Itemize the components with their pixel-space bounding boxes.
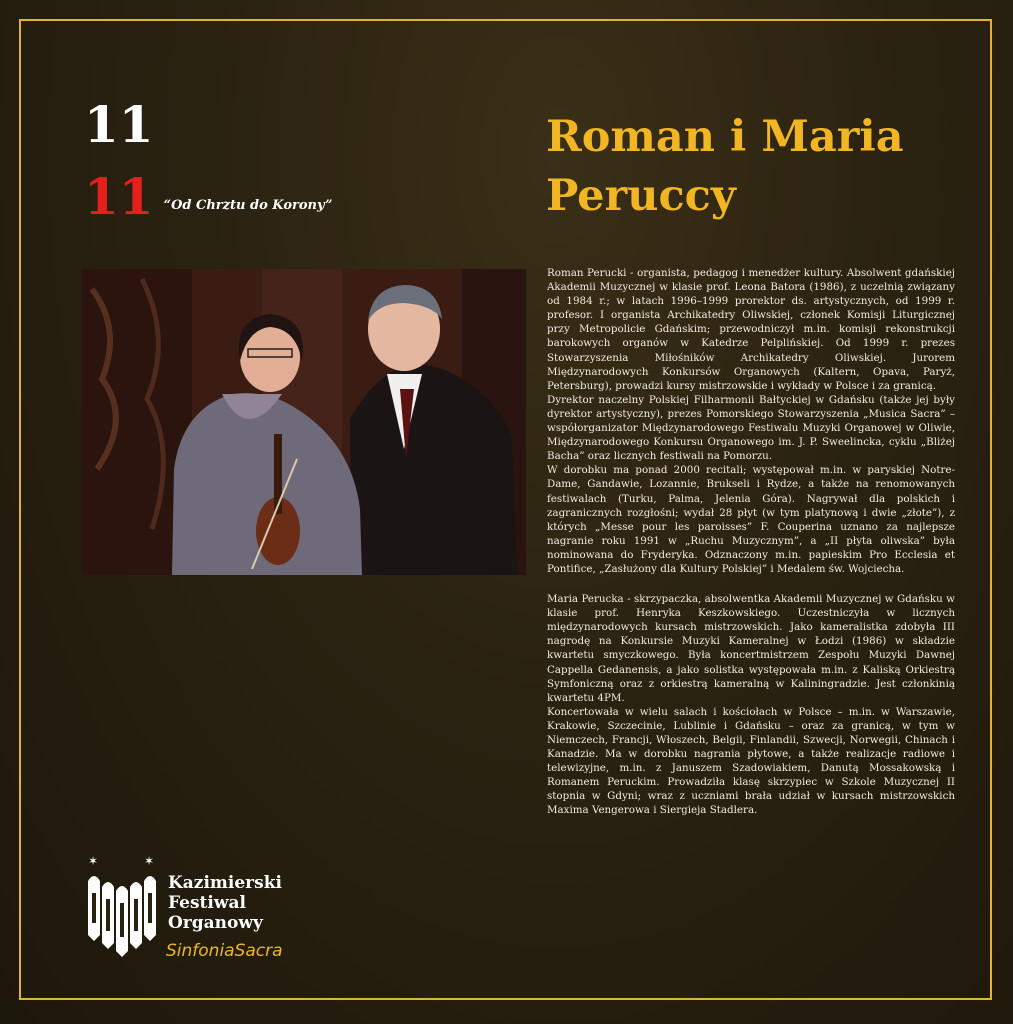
photo-illustration (82, 269, 526, 575)
festival-logo (84, 853, 324, 973)
bio-paragraph: Koncertowała w wielu salach i kościołach w Polsce – m.in. w Warszawie, Krakowie, Szczecinie, Lublinie i Gdańsku – oraz za granicą, w tym w Niemczech, Francji, Włoszech, Belgii, Finlandii, Szwecji, Norwegii, Chinach i Kanadzie. Ma w dorobku nagrania płytowe, a także realizacje radiowe i telewizyjne, m.in. z Januszem Szadowiakiem, Danutą Mossakowską i Romanem Peruckim. Prowadziła klasę skrzypiec w Szkole Muzycznej II stopnia w Gdyni; wraz z uczniami brała udział w kursach mistrzowskich Maxima Vengerowa i Siergieja Stadlera. (547, 705, 955, 817)
logo-line: Organowy (168, 913, 263, 933)
page-title: Roman i Maria Peruccy (546, 112, 904, 221)
svg-text:✶: ✶ (88, 854, 99, 868)
biography (547, 266, 955, 818)
bio-paragraph: Roman Perucki - organista, pedagog i menedżer kultury. Absolwent gdańskiej Akademii Muzycznej w klasie prof. Leona Batora (1986), z uczelnią związany od 1984 r.; w latach 1996–1999 prorektor ds. artystycznych, od 1999 r. profesor. I organista Archikatedry Oliwskiej, członek Komisji Liturgicznej przy Metropolicie Gdańskim; przewodniczył m.in. komisji rekonstrukcji barokowych organów w Katedrze Pelplińskiej. Od 1999 r. prezes Stowarzyszenia Miłośników Archikatedry Oliwskiej. Jurorem Międzynarodowych Konkursów Organowych (Kaltern, Opava, Paryż, Petersburg), prowadzi kursy mistrzowskie i wykłady w Polsce i za granicą. (547, 267, 955, 392)
bio-paragraph: Maria Perucka - skrzypaczka, absolwentka Akademii Muzycznej w Gdańsku w klasie prof. Henryka Keszkowskiego. Uczestniczyła w licznych międzynarodowych kursach mistrzowskich. Jako kameralistka zdobyła III nagrodę na Konkursie Muzyki Kameralnej w Łodzi (1986) w składzie kwartetu smyczkowego. Była koncertmistrzem Zespołu Muzyki Dawnej Cappella Gedanensis, a jako solistka występowała m.in. z Kaliską Orkiestrą Symfoniczną oraz z orkiestrą kameralną w Kaliningradzie. Jest członkinią kwartetu 4PM. (547, 593, 955, 704)
date-month-row (84, 167, 333, 226)
logo-line: Festiwal (168, 893, 246, 913)
performers-photo (82, 269, 526, 575)
bio-paragraph: W dorobku ma ponad 2000 recitali; występował m.in. w paryskiej Notre-Dame, Gandawie, Lozannie, Brukseli i Rydze, a także na renomowanych festiwalach (Turku, Palma, Jelenia Góra). Nagrywał dla polskich i zagranicznych rozgłośni; wydał 28 płyt (w tym platynową i dwie „złote”), z których „Messe pour les paroisses” F. Couperina uznano za najlepsze nagranie roku 1991 w „Ruchu Muzycznym”, a „II płyta oliwska” była nominowana do Fryderyka. Odznaczony m.in. papieskim Pro Ecclesia et Pontifice, „Zasłużony dla Kultury Polskiej” i Medalem św. Wojciecha. (547, 464, 955, 575)
logo-wordmark (168, 873, 282, 933)
date-month: 11 (84, 167, 154, 226)
svg-text:✶: ✶ (144, 854, 155, 868)
bio-paragraph: Dyrektor naczelny Polskiej Filharmonii Bałtyckiej w Gdańsku (także jej były dyrektor artystyczny), prezes Pomorskiego Stowarzyszenia „Musica Sacra” – współorganizator Międzynarodowego Festiwalu Muzyki Organowej w Oliwie, Międzynarodowego Konkursu Organowego im. J. P. Sweelincka, cyklu „Bliżej Bacha” oraz licznych festiwali na Pomorzu. (547, 393, 955, 463)
logo-line: Kazimierski (168, 873, 282, 893)
date-day: 11 (84, 95, 154, 154)
concert-subtitle: “Od Chrztu do Korony” (163, 198, 333, 213)
organ-pipes-icon (84, 853, 164, 963)
logo-script: SinfoniaSacra (166, 941, 283, 961)
